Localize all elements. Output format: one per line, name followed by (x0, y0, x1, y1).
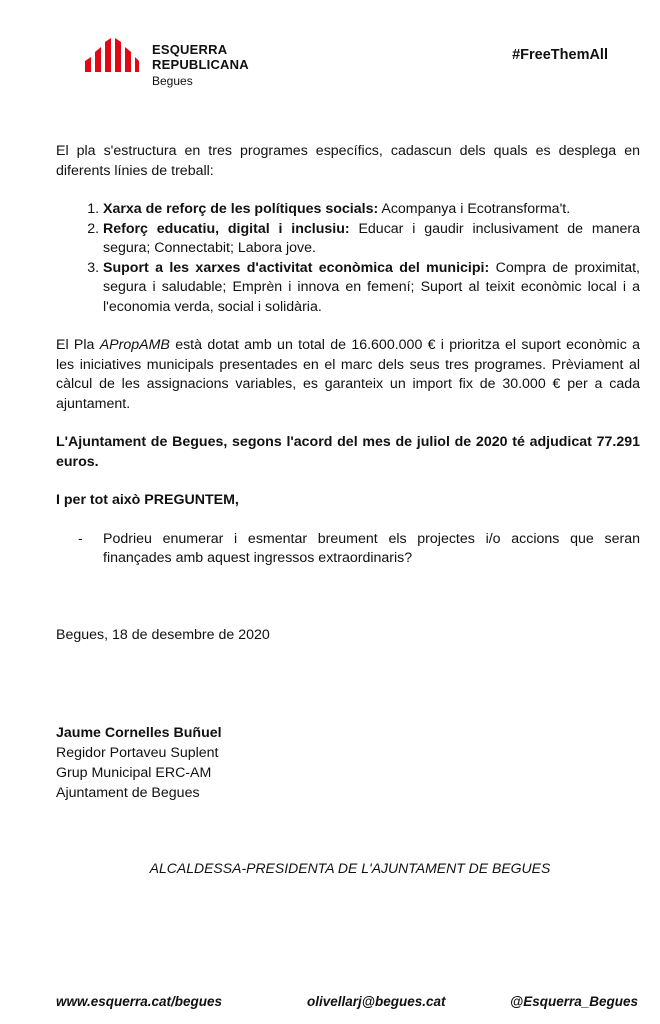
erc-logo-icon (84, 38, 140, 72)
program-text: Acompanya i Ecotransforma't. (378, 201, 571, 217)
list-item (103, 220, 640, 259)
brand-sub: Begues (152, 74, 193, 88)
signer-role: Regidor Portaveu Suplent (56, 745, 219, 761)
signature-block (56, 723, 222, 803)
letter-date: Begues, 18 de desembre de 2020 (56, 627, 270, 643)
brand-line-2: REPUBLICANA (152, 57, 249, 72)
recipient: ALCALDESSA-PRESIDENTA DE L'AJUNTAMENT DE BEGUES (149, 860, 551, 876)
allocation-paragraph: L'Ajuntament de Begues, segons l'acord del mes de juliol de 2020 té adjudicat 77.291 euros. (56, 434, 640, 470)
signer-group: Grup Municipal ERC-AM (56, 765, 212, 781)
funding-paragraph (56, 336, 640, 414)
list-item (103, 259, 640, 318)
header-logo (84, 38, 284, 90)
program-title: Xarxa de reforç de les polítiques socials: (103, 201, 379, 217)
funding-text-start: El Pla (56, 337, 100, 353)
program-title: Reforç educatiu, digital i inclusiu: (103, 220, 350, 237)
plan-name: APropAMB (99, 337, 170, 353)
footer-email[interactable]: olivellarj@begues.cat (307, 994, 446, 1009)
footer-twitter[interactable]: @Esquerra_Begues (510, 994, 638, 1009)
question-intro: I per tot això PREGUNTEM, (56, 492, 239, 508)
question-text: Podrieu enumerar i esmentar breument els projectes i/o accions que seran finançades amb aquest ingressos extraordinaris? (103, 530, 640, 566)
letter-body (56, 142, 640, 569)
list-item (56, 530, 640, 569)
intro-paragraph: El pla s'estructura en tres programes específics, cadascun dels quals es desplega en diferents línies de treball: (56, 143, 640, 179)
program-text: Educar i gaudir inclusivament de manera segura; Connectabit; Labora jove. (103, 220, 640, 256)
brand-name (152, 42, 249, 72)
program-text: Compra de proximitat, segura i saludable; Emprèn i innova en femení; Suport al teixit econòmic local i a l'economia verda, social i solidària. (103, 259, 640, 315)
dash-bullet: - (78, 530, 83, 547)
funding-text-end: està dotat amb un total de 16.600.000 € i prioritza el suport econòmic a les iniciatives municipals presentades en el marc dels seus tres programes. Prèviament al càlcul de les assignacions variables, es garanteix un import fix de 30.000 € per a cada ajuntament. (56, 337, 640, 412)
hashtag: #FreeThemAll (512, 47, 608, 63)
signer-council: Ajuntament de Begues (56, 785, 200, 801)
footer-website[interactable]: www.esquerra.cat/begues (56, 994, 223, 1009)
program-title: Suport a les xarxes d'activitat econòmica del municipi: (103, 259, 490, 276)
list-item (103, 200, 640, 220)
signer-name: Jaume Cornelles Buñuel (56, 725, 222, 741)
question-list (56, 530, 640, 569)
programs-list (56, 200, 640, 317)
brand-line-1: ESQUERRA (152, 42, 228, 57)
